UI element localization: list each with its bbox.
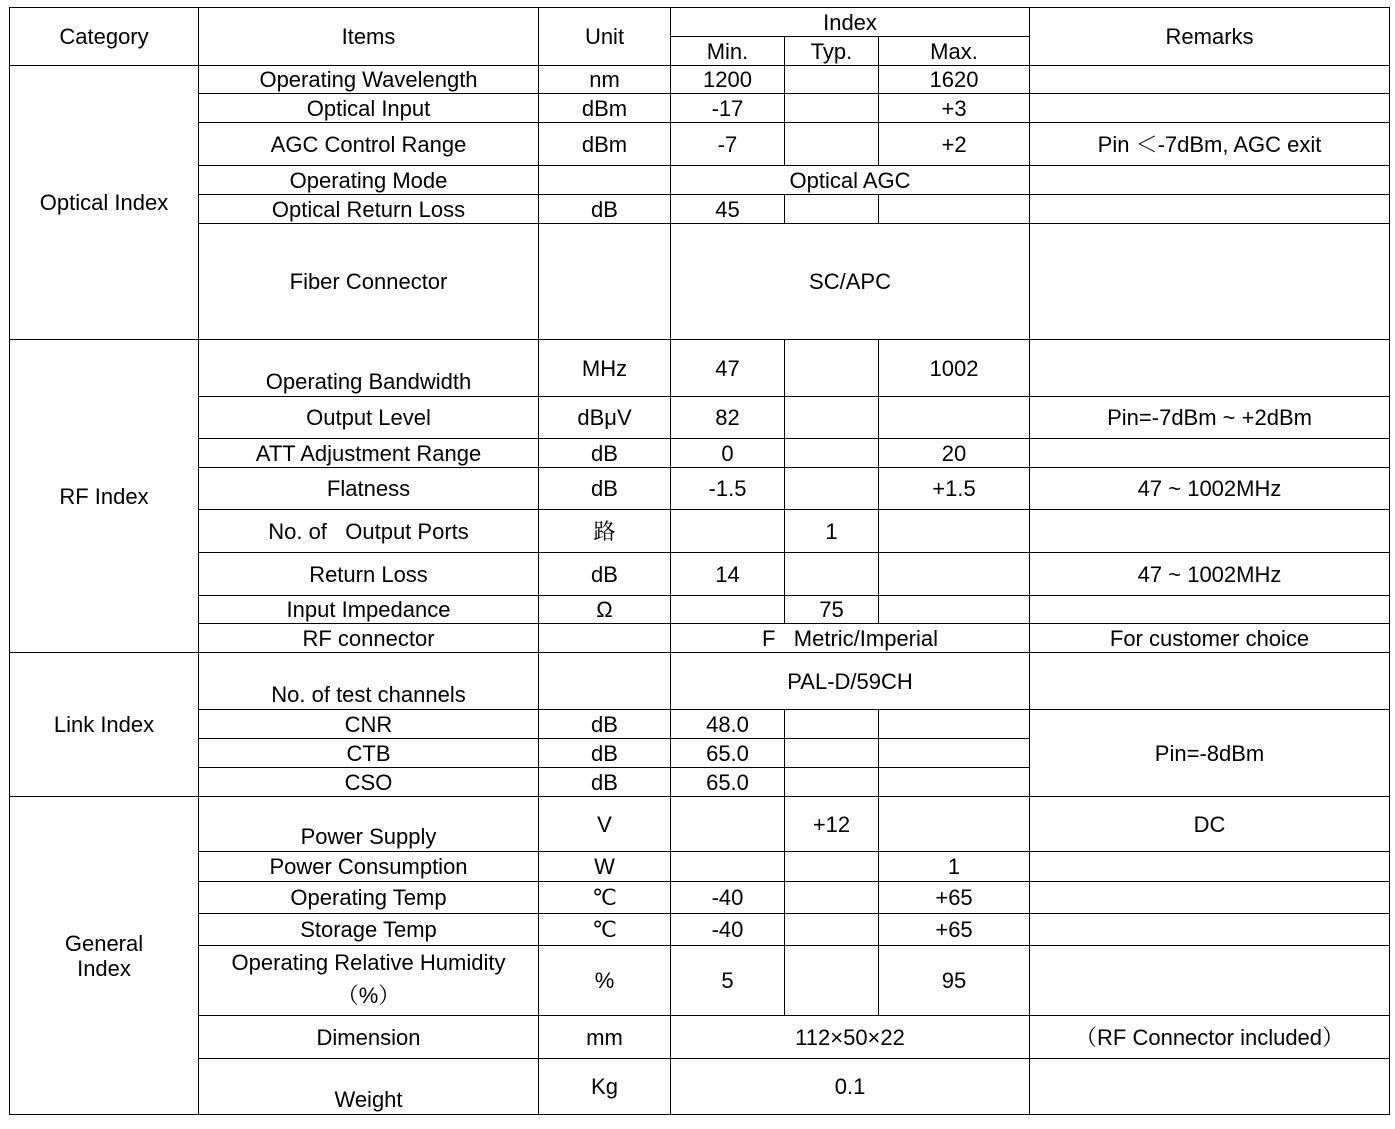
remark-cell [1030,653,1390,710]
table-row [10,946,1390,1016]
item-cell: CSO [199,768,539,797]
typ-cell [785,468,879,510]
table-row [10,224,1390,340]
min-cell: -7 [671,123,785,166]
table-row [10,123,1390,166]
unit-cell: ℃ [539,882,671,914]
max-cell: 1 [879,852,1030,882]
unit-cell [539,224,671,340]
item-cell: Storage Temp [199,914,539,946]
max-cell [879,596,1030,624]
typ-cell [785,123,879,166]
unit-cell: W [539,852,671,882]
typ-cell [785,710,879,739]
header-category: Category [10,8,199,66]
max-cell: +1.5 [879,468,1030,510]
table-row [10,468,1390,510]
header-items: Items [199,8,539,66]
remark-cell [1030,66,1390,94]
max-cell [879,510,1030,553]
table-row [10,166,1390,195]
item-cell: CNR [199,710,539,739]
item-cell: Operating Wavelength [199,66,539,94]
item-cell: Fiber Connector [199,224,539,340]
min-cell: 65.0 [671,768,785,797]
min-cell: 5 [671,946,785,1016]
remark-cell: （RF Connector included） [1030,1016,1390,1059]
item-line: Operating Relative Humidity [231,949,506,975]
typ-cell: 75 [785,596,879,624]
min-cell [671,596,785,624]
unit-cell: dB [539,439,671,468]
remark-cell [1030,340,1390,397]
header-min: Min. [671,37,785,66]
value-cell: Optical AGC [671,166,1030,195]
remark-cell: DC [1030,797,1390,852]
table-row [10,852,1390,882]
table-row [10,94,1390,123]
min-cell: -40 [671,882,785,914]
table-row [10,195,1390,224]
unit-cell: Ω [539,596,671,624]
item-cell: CTB [199,739,539,768]
unit-cell [539,166,671,195]
typ-cell [785,94,879,123]
unit-cell: % [539,946,671,1016]
unit-cell: dBμV [539,397,671,439]
category-general-line1: General [64,930,144,956]
remark-cell: 47 ~ 1002MHz [1030,468,1390,510]
item-cell: No. of Output Ports [199,510,539,553]
item-cell: Operating Mode [199,166,539,195]
table-row [10,624,1390,653]
min-cell: 47 [671,340,785,397]
unit-cell: 路 [539,510,671,553]
max-cell [879,195,1030,224]
unit-cell: dB [539,710,671,739]
unit-cell [539,653,671,710]
max-cell: +65 [879,914,1030,946]
min-cell [671,852,785,882]
header-row [10,8,1390,37]
item-cell: Return Loss [199,553,539,596]
remark-cell [1030,1059,1390,1115]
unit-cell: V [539,797,671,852]
remark-cell: Pin=-8dBm [1030,710,1390,797]
table-row [10,1059,1390,1115]
typ-cell [785,195,879,224]
max-cell: 1002 [879,340,1030,397]
min-cell: 82 [671,397,785,439]
table-row [10,510,1390,553]
remark-cell [1030,224,1390,340]
table-row [10,553,1390,596]
remark-cell [1030,946,1390,1016]
table-row [10,882,1390,914]
unit-cell: dB [539,195,671,224]
unit-cell: dB [539,768,671,797]
category-rf: RF Index [10,340,199,653]
min-cell: 48.0 [671,710,785,739]
spec-table [9,7,1390,1115]
typ-cell [785,66,879,94]
max-cell [879,553,1030,596]
item-cell: RF connector [199,624,539,653]
unit-cell: mm [539,1016,671,1059]
category-general-line2: Index [77,955,131,981]
table-row [10,653,1390,710]
typ-cell [785,882,879,914]
remark-cell [1030,195,1390,224]
max-cell: +65 [879,882,1030,914]
max-cell: 20 [879,439,1030,468]
max-cell: +3 [879,94,1030,123]
unit-cell: dB [539,739,671,768]
unit-cell: dBm [539,123,671,166]
typ-cell [785,946,879,1016]
min-cell [671,797,785,852]
unit-cell: Kg [539,1059,671,1115]
remark-cell [1030,914,1390,946]
max-cell [879,739,1030,768]
unit-cell: dBm [539,94,671,123]
min-cell: 0 [671,439,785,468]
min-cell [671,510,785,553]
min-cell: -1.5 [671,468,785,510]
typ-cell [785,739,879,768]
remark-cell [1030,166,1390,195]
table-row [10,596,1390,624]
unit-cell: dB [539,553,671,596]
item-cell: Dimension [199,1016,539,1059]
max-cell [879,797,1030,852]
max-cell: 95 [879,946,1030,1016]
typ-cell: 1 [785,510,879,553]
header-max: Max. [879,37,1030,66]
value-cell: F Metric/Imperial [671,624,1030,653]
max-cell [879,710,1030,739]
typ-cell: +12 [785,797,879,852]
table-row [10,66,1390,94]
typ-cell [785,852,879,882]
unit-cell: ℃ [539,914,671,946]
table-row [10,439,1390,468]
max-cell: 1620 [879,66,1030,94]
value-cell: PAL-D/59CH [671,653,1030,710]
typ-cell [785,340,879,397]
min-cell: 65.0 [671,739,785,768]
table-row [10,797,1390,852]
unit-cell: dB [539,468,671,510]
item-cell: Output Level [199,397,539,439]
item-cell [199,946,539,1016]
header-remarks: Remarks [1030,8,1390,66]
header-typ: Typ. [785,37,879,66]
item-cell: Input Impedance [199,596,539,624]
item-cell: Operating Bandwidth [199,340,539,397]
table-row [10,397,1390,439]
max-cell [879,768,1030,797]
value-cell: SC/APC [671,224,1030,340]
min-cell: -40 [671,914,785,946]
item-cell: Optical Input [199,94,539,123]
remark-cell: 47 ~ 1002MHz [1030,553,1390,596]
item-cell: No. of test channels [199,653,539,710]
category-general [10,797,199,1115]
item-cell: Weight [199,1059,539,1115]
table-row [10,914,1390,946]
unit-cell [539,624,671,653]
remark-cell [1030,94,1390,123]
typ-cell [785,768,879,797]
table-row [10,1016,1390,1059]
max-cell: +2 [879,123,1030,166]
remark-cell: Pin=-7dBm ~ +2dBm [1030,397,1390,439]
min-cell: 14 [671,553,785,596]
remark-cell: For customer choice [1030,624,1390,653]
unit-cell: nm [539,66,671,94]
min-cell: 1200 [671,66,785,94]
remark-cell [1030,596,1390,624]
header-unit: Unit [539,8,671,66]
remark-cell: Pin ＜-7dBm, AGC exit [1030,123,1390,166]
unit-cell: MHz [539,340,671,397]
min-cell: -17 [671,94,785,123]
category-link: Link Index [10,653,199,797]
typ-cell [785,439,879,468]
item-cell: ATT Adjustment Range [199,439,539,468]
item-line: （%） [336,982,401,1008]
min-cell: 45 [671,195,785,224]
item-cell: Power Supply [199,797,539,852]
remark-cell [1030,510,1390,553]
typ-cell [785,553,879,596]
item-cell: AGC Control Range [199,123,539,166]
header-index: Index [671,8,1030,37]
remark-cell [1030,852,1390,882]
category-optical: Optical Index [10,66,199,340]
item-cell: Flatness [199,468,539,510]
remark-cell [1030,882,1390,914]
item-cell: Power Consumption [199,852,539,882]
value-cell: 112×50×22 [671,1016,1030,1059]
value-cell: 0.1 [671,1059,1030,1115]
table-row [10,340,1390,397]
item-cell: Optical Return Loss [199,195,539,224]
remark-cell [1030,439,1390,468]
item-cell: Operating Temp [199,882,539,914]
table-row [10,710,1390,739]
typ-cell [785,914,879,946]
typ-cell [785,397,879,439]
max-cell [879,397,1030,439]
